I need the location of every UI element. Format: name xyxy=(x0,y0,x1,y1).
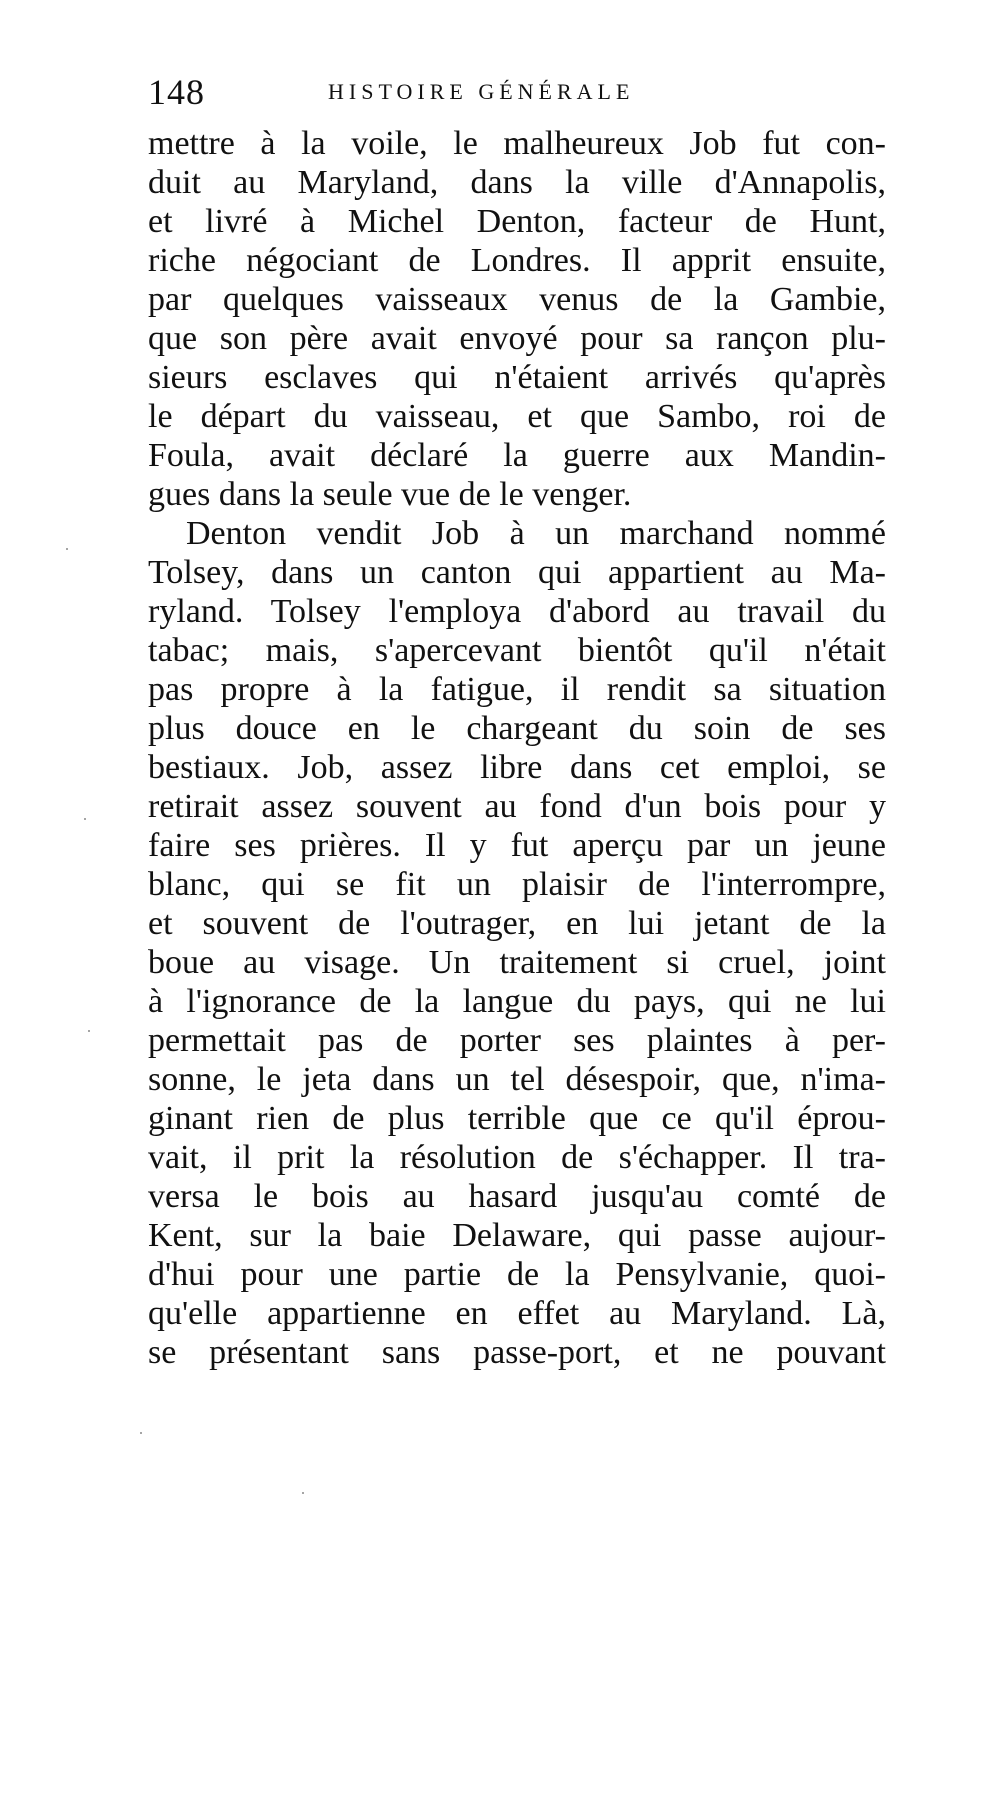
running-head xyxy=(148,70,888,114)
paragraph-start-line: Denton vendit Job à un marchand nommé xyxy=(186,515,886,552)
text-line: sonne, le jeta dans un tel désespoir, que, n'ima- xyxy=(148,1061,886,1098)
text-line: Foula, avait déclaré la guerre aux Mandin- xyxy=(148,437,886,474)
paper-speck xyxy=(88,1030,90,1032)
text-line: et souvent de l'outrager, en lui jetant de la xyxy=(148,905,886,942)
text-line: pas propre à la fatigue, il rendit sa situation xyxy=(148,671,886,708)
text-line: riche négociant de Londres. Il apprit ensuite, xyxy=(148,242,886,279)
text-line: d'hui pour une partie de la Pensylvanie, quoi- xyxy=(148,1256,886,1293)
text-line: qu'elle appartienne en effet au Maryland. Là, xyxy=(148,1295,886,1332)
text-line: plus douce en le chargeant du soin de ses xyxy=(148,710,886,747)
paper-speck xyxy=(84,818,86,820)
body-text xyxy=(148,124,886,1372)
paper-speck xyxy=(140,1432,142,1434)
text-line: versa le bois au hasard jusqu'au comté de xyxy=(148,1178,886,1215)
text-line: sieurs esclaves qui n'étaient arrivés qu'après xyxy=(148,359,886,396)
paper-speck xyxy=(302,1492,304,1494)
text-line: tabac; mais, s'apercevant bientôt qu'il n'était xyxy=(148,632,886,669)
text-line: faire ses prières. Il y fut aperçu par un jeune xyxy=(148,827,886,864)
text-line: vait, il prit la résolution de s'échapper. Il tra- xyxy=(148,1139,886,1176)
paragraph-end-line: gues dans la seule vue de le venger. xyxy=(148,476,632,513)
text-line: blanc, qui se fit un plaisir de l'interrompre, xyxy=(148,866,886,903)
text-line: se présentant sans passe-port, et ne pouvant xyxy=(148,1334,886,1371)
text-line: que son père avait envoyé pour sa rançon plu- xyxy=(148,320,886,357)
paper-speck xyxy=(66,548,68,550)
text-line: ryland. Tolsey l'employa d'abord au travail du xyxy=(148,593,886,630)
text-line: mettre à la voile, le malheureux Job fut con- xyxy=(148,125,886,162)
text-line: duit au Maryland, dans la ville d'Annapolis, xyxy=(148,164,886,201)
text-line: le départ du vaisseau, et que Sambo, roi de xyxy=(148,398,886,435)
text-line: permettait pas de porter ses plaintes à per- xyxy=(148,1022,886,1059)
text-line: Tolsey, dans un canton qui appartient au Ma- xyxy=(148,554,886,591)
text-line: à l'ignorance de la langue du pays, qui ne lui xyxy=(148,983,886,1020)
running-title: HISTOIRE GÉNÉRALE xyxy=(328,79,635,104)
text-line: et livré à Michel Denton, facteur de Hunt, xyxy=(148,203,886,240)
page-number: 148 xyxy=(148,72,205,112)
text-line: Kent, sur la baie Delaware, qui passe aujour- xyxy=(148,1217,886,1254)
text-line: retirait assez souvent au fond d'un bois pour y xyxy=(148,788,886,825)
text-line: par quelques vaisseaux venus de la Gambie, xyxy=(148,281,886,318)
text-line: bestiaux. Job, assez libre dans cet emploi, se xyxy=(148,749,886,786)
text-line: ginant rien de plus terrible que ce qu'il éprou- xyxy=(148,1100,886,1137)
text-line: boue au visage. Un traitement si cruel, joint xyxy=(148,944,886,981)
